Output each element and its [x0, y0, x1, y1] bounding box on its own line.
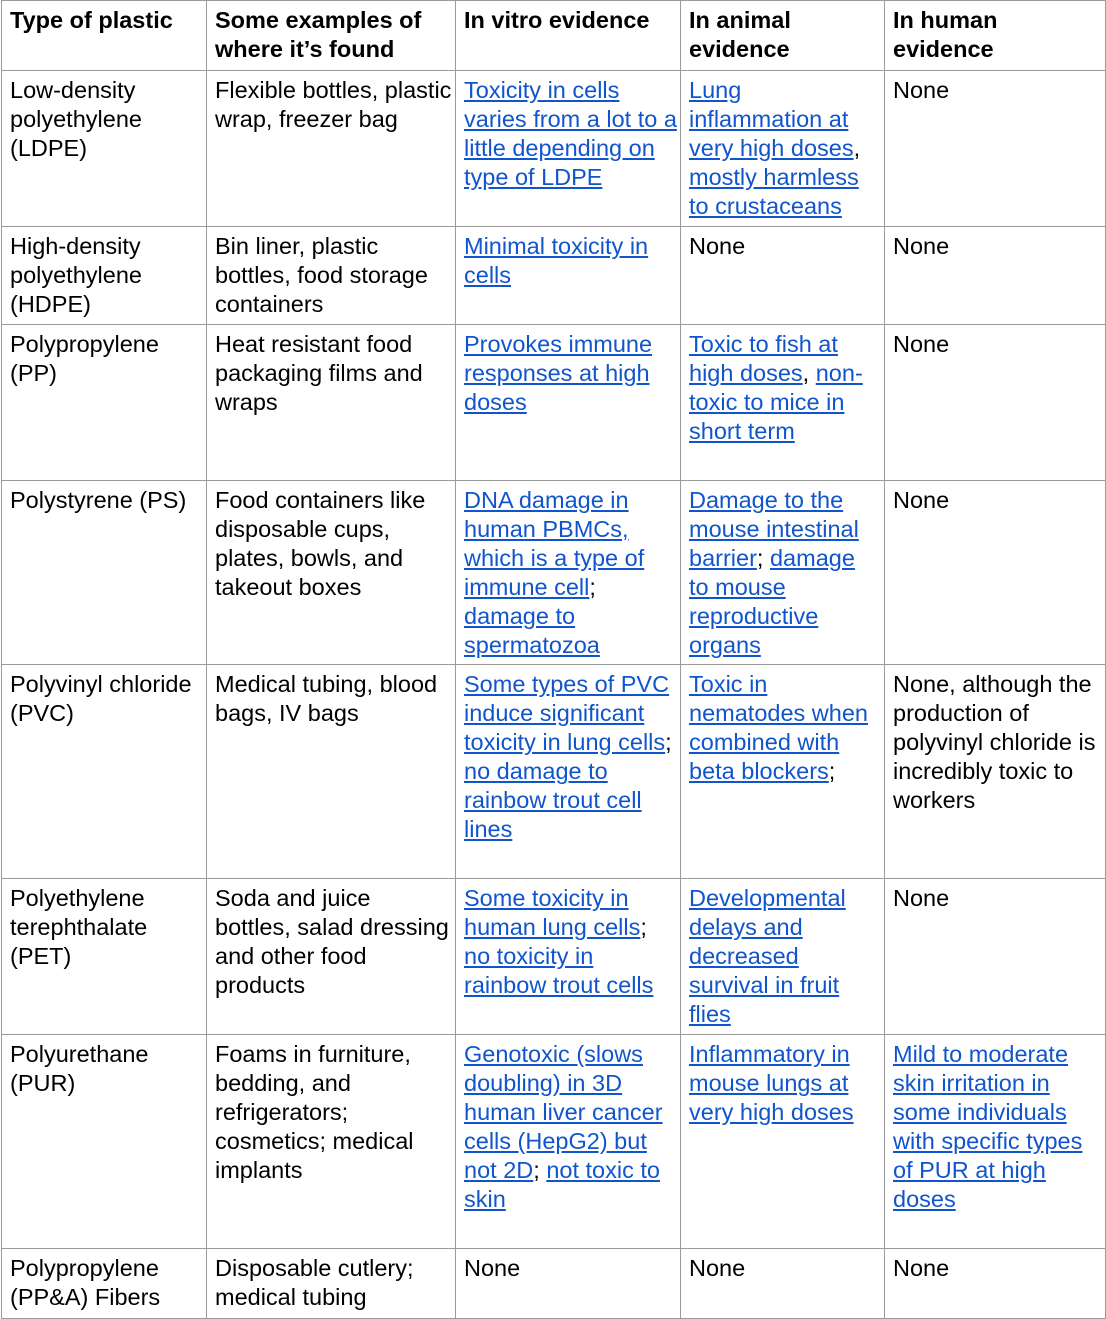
evidence-link[interactable]: Some types of PVC induce significant toxicity in lung cells: [464, 671, 670, 755]
plastic-type-cell: Polyvinyl chloride (PVC): [2, 665, 207, 879]
animal-cell: None: [681, 1249, 885, 1319]
evidence-link[interactable]: Minimal toxicity in cells: [464, 233, 649, 288]
evidence-link[interactable]: Damage to the mouse intestinal barrier: [689, 487, 859, 571]
evidence-link[interactable]: Lung inflammation at very high doses: [689, 77, 854, 161]
animal-cell: [681, 481, 885, 665]
table-header-row: [2, 1, 1106, 71]
animal-cell: [681, 879, 885, 1035]
separator: ,: [802, 360, 816, 386]
human-cell: None: [885, 481, 1106, 665]
examples-cell: Food containers like disposable cups, plates, bowls, and takeout boxes: [207, 481, 456, 665]
table-row: [2, 481, 1106, 665]
plastic-type-cell: High-density polyethylene (HDPE): [2, 227, 207, 325]
separator: ;: [640, 914, 647, 940]
human-cell: None: [885, 1249, 1106, 1319]
evidence-link[interactable]: Inflammatory in mouse lungs at very high doses: [689, 1041, 854, 1125]
table-row: [2, 1035, 1106, 1249]
evidence-link[interactable]: damage to spermatozoa: [464, 603, 600, 658]
plastic-type-cell: Polyethylene terephthalate (PET): [2, 879, 207, 1035]
evidence-link[interactable]: damage to mouse reproductive organs: [689, 545, 855, 658]
header-in-human-evidence: In human evidence: [885, 1, 1106, 71]
table-row: [2, 325, 1106, 481]
evidence-link[interactable]: Mild to moderate skin irritation in some individuals with specific types of PUR at high doses: [893, 1041, 1083, 1212]
plastic-type-cell: Polypropylene (PP&A) Fibers: [2, 1249, 207, 1319]
evidence-link[interactable]: not toxic to skin: [464, 1157, 660, 1212]
in-vitro-cell: [456, 481, 681, 665]
header-in-vitro-evidence: In vitro evidence: [456, 1, 681, 71]
human-cell: None: [885, 879, 1106, 1035]
in-vitro-cell: [456, 227, 681, 325]
plastic-type-cell: Polypropylene (PP): [2, 325, 207, 481]
table-row: [2, 879, 1106, 1035]
animal-cell: [681, 71, 885, 227]
in-vitro-cell: None: [456, 1249, 681, 1319]
examples-cell: Medical tubing, blood bags, IV bags: [207, 665, 456, 879]
evidence-link[interactable]: Toxicity in cells varies from a lot to a little depending on type of LDPE: [464, 77, 677, 190]
separator: ;: [756, 545, 770, 571]
evidence-link[interactable]: Genotoxic (slows doubling) in 3D human liver cancer cells (HepG2) but not 2D: [464, 1041, 663, 1183]
examples-cell: Heat resistant food packaging films and wraps: [207, 325, 456, 481]
examples-cell: Bin liner, plastic bottles, food storage containers: [207, 227, 456, 325]
in-vitro-cell: [456, 665, 681, 879]
plastics-evidence-table: [1, 0, 1106, 1319]
separator: ;: [589, 574, 596, 600]
table-row: [2, 227, 1106, 325]
plastic-type-cell: Polyurethane (PUR): [2, 1035, 207, 1249]
separator: ;: [665, 729, 672, 755]
human-cell: None, although the production of polyvinyl chloride is incredibly toxic to workers: [885, 665, 1106, 879]
examples-cell: Soda and juice bottles, salad dressing and other food products: [207, 879, 456, 1035]
separator: ;: [533, 1157, 547, 1183]
evidence-link[interactable]: no toxicity in rainbow trout cells: [464, 943, 654, 998]
animal-cell: [681, 1035, 885, 1249]
human-cell: None: [885, 325, 1106, 481]
human-cell: None: [885, 71, 1106, 227]
header-examples: Some examples of where it’s found: [207, 1, 456, 71]
table-row: [2, 71, 1106, 227]
separator: ,: [853, 135, 861, 161]
plastic-type-cell: Low-density polyethylene (LDPE): [2, 71, 207, 227]
human-cell: [885, 1035, 1106, 1249]
evidence-link[interactable]: no damage to rainbow trout cell lines: [464, 758, 642, 842]
in-vitro-cell: [456, 71, 681, 227]
human-cell: None: [885, 227, 1106, 325]
evidence-link[interactable]: Provokes immune responses at high doses: [464, 331, 653, 415]
examples-cell: Disposable cutlery; medical tubing: [207, 1249, 456, 1319]
evidence-link[interactable]: Toxic to fish at high doses: [689, 331, 838, 386]
evidence-link[interactable]: Toxic in nematodes when combined with beta blockers: [689, 671, 868, 784]
evidence-link[interactable]: Developmental delays and decreased survival in fruit flies: [689, 885, 846, 1027]
header-in-animal-evidence: In animal evidence: [681, 1, 885, 71]
examples-cell: Foams in furniture, bedding, and refrigerators; cosmetics; medical implants: [207, 1035, 456, 1249]
evidence-link[interactable]: Some toxicity in human lung cells: [464, 885, 641, 940]
header-type-of-plastic: Type of plastic: [2, 1, 207, 71]
in-vitro-cell: [456, 879, 681, 1035]
plastic-type-cell: Polystyrene (PS): [2, 481, 207, 665]
in-vitro-cell: [456, 1035, 681, 1249]
in-vitro-cell: [456, 325, 681, 481]
animal-cell: None: [681, 227, 885, 325]
evidence-link[interactable]: DNA damage in human PBMCs, which is a type of immune cell: [464, 487, 645, 600]
separator: ;: [828, 758, 836, 784]
table-row: [2, 665, 1106, 879]
animal-cell: [681, 325, 885, 481]
evidence-link[interactable]: mostly harmless to crustaceans: [689, 164, 859, 219]
examples-cell: Flexible bottles, plastic wrap, freezer bag: [207, 71, 456, 227]
table-row: [2, 1249, 1106, 1319]
animal-cell: [681, 665, 885, 879]
evidence-link[interactable]: non-toxic to mice in short term: [689, 360, 863, 444]
